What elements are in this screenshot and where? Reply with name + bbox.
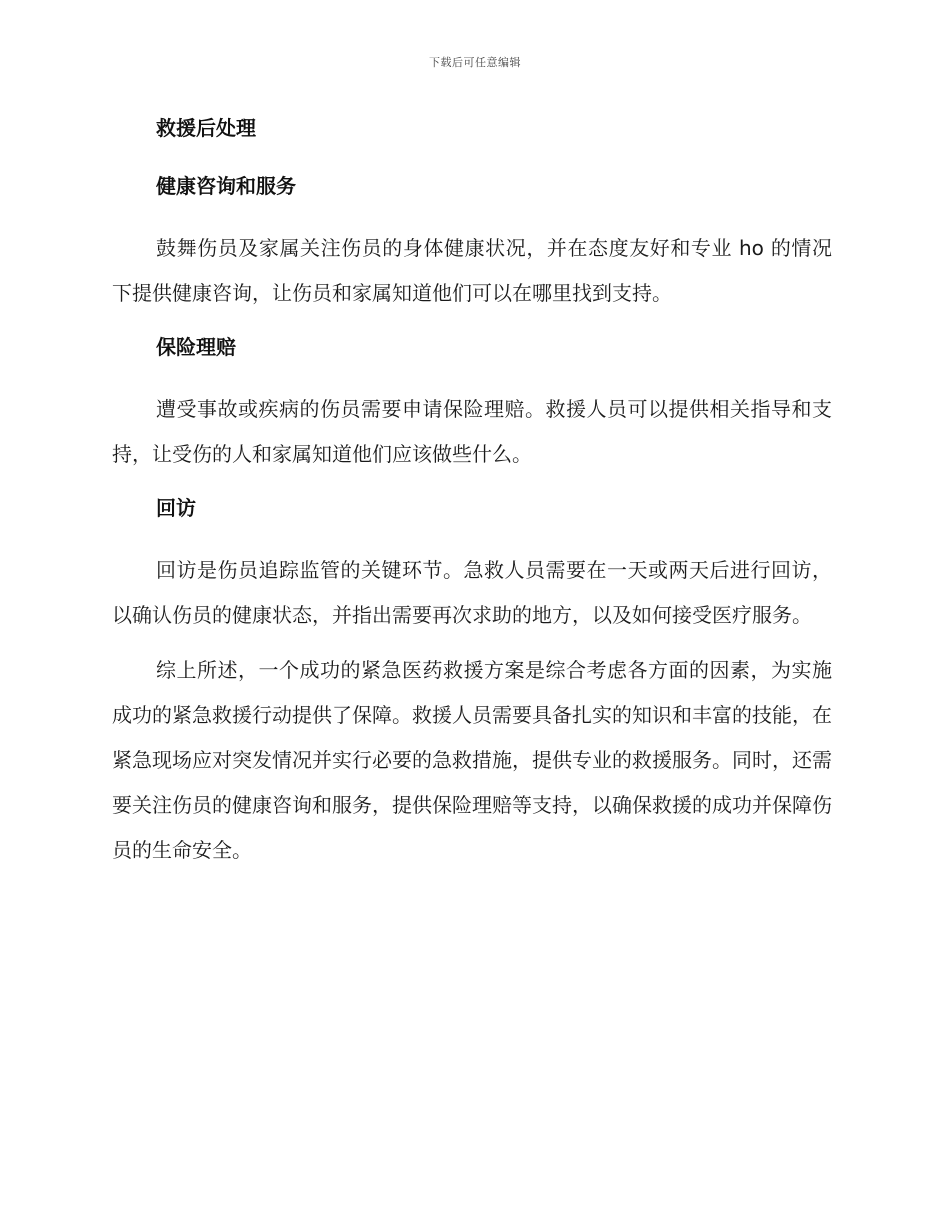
heading-after-rescue: 救援后处理 [156,116,256,140]
document-body [112,110,832,873]
paragraph-insurance: 遭受事故或疾病的伤员需要申请保险理赔。救援人员可以提供相关指导和支持，让受伤的人和家属知道他们应该做些什么。 [112,397,832,466]
paragraph-summary: 综上所述，一个成功的紧急医药救援方案是综合考虑各方面的因素，为实施成功的紧急救援行动提供了保障。救援人员需要具备扎实的知识和丰富的技能，在紧急现场应对突发情况并实行必要的急救措施，提供专业的救援服务。同时，还需要关注伤员的健康咨询和服务，提供保险理赔等支持，以确保救援的成功并保障伤员的生命安全。 [112,658,832,862]
page-header-note: 下载后可任意编辑 [429,56,521,69]
heading-health-service: 健康咨询和服务 [156,174,296,198]
heading-insurance: 保险理赔 [156,335,236,359]
heading-followup: 回访 [156,496,196,520]
paragraph-health-service: 鼓舞伤员及家属关注伤员的身体健康状况，并在态度友好和专业 ho 的情况下提供健康咨询，让伤员和家属知道他们可以在哪里找到支持。 [112,236,832,305]
paragraph-followup: 回访是伤员追踪监管的关键环节。急救人员需要在一天或两天后进行回访，以确认伤员的健康状态，并指出需要再次求助的地方，以及如何接受医疗服务。 [112,558,832,627]
